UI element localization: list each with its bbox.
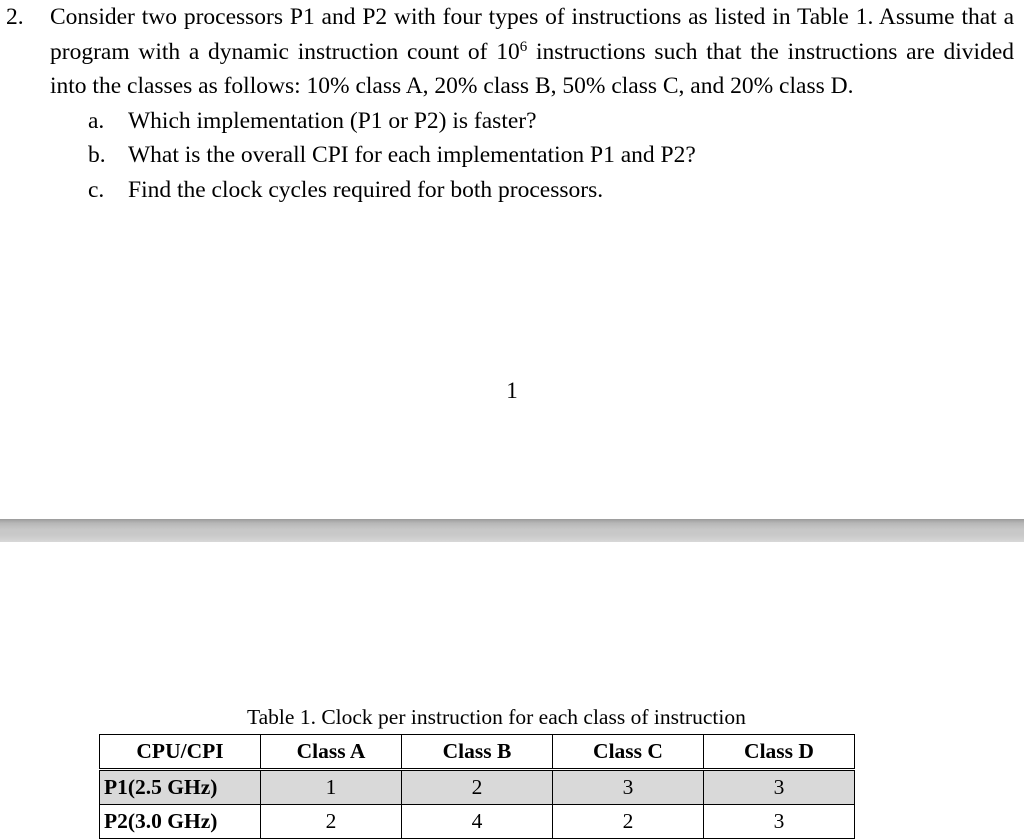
table-cell: 3: [704, 770, 855, 805]
table-cell: 3: [704, 805, 855, 839]
sub-question-letter: a.: [88, 107, 105, 134]
table-header-cell: Class A: [261, 735, 402, 770]
question-text-before-exponent: Consider two processors P1 and P2 with four types of instructions as listed in Table 1. Assume that a program with a dynamic instruction count of 10: [50, 4, 1014, 65]
table-header-row: [100, 735, 855, 770]
table-header-cell: Class B: [402, 735, 553, 770]
sub-question-letter: c.: [88, 176, 105, 203]
table-row: [100, 770, 855, 805]
sub-question-text: Which implementation (P1 or P2) is faster?: [128, 107, 537, 134]
question-text: [50, 0, 1014, 104]
sub-question-list: [0, 104, 1014, 208]
sub-question-b: [0, 138, 1014, 173]
sub-question-letter: b.: [88, 142, 106, 168]
table-cell: 1: [261, 770, 402, 805]
question-exponent: 6: [519, 38, 528, 55]
cpi-table: [99, 734, 855, 839]
row-label: P1(2.5 GHz): [100, 770, 261, 805]
sub-question-text: Find the clock cycles required for both processors.: [128, 176, 604, 203]
page-number: 1: [506, 378, 518, 403]
table-cell: 2: [261, 805, 402, 839]
row-label: P2(3.0 GHz): [100, 805, 261, 839]
question-text-after-exponent: instructions such that the instructions are divided into the classes as follows: 10% class A, 20% class B, 50% class C, and 20% class D.: [50, 38, 1015, 99]
table-header-cell: Class D: [704, 735, 855, 770]
table-cell: 2: [553, 805, 704, 839]
sub-question-c: [0, 173, 1014, 208]
table-header-cell: CPU/CPI: [100, 735, 261, 770]
question-block: [0, 0, 1014, 207]
sub-question-a: [0, 104, 1014, 139]
table-header-cell: Class C: [553, 735, 704, 770]
table-cell: 2: [402, 770, 553, 805]
table-cell: 3: [553, 770, 704, 805]
table-cell: 4: [402, 805, 553, 839]
question-number: 2.: [6, 4, 24, 30]
table-caption: Table 1. Clock per instruction for each class of instruction: [247, 705, 746, 729]
sub-question-text: What is the overall CPI for each implementation P1 and P2?: [128, 142, 696, 168]
table-row: [100, 805, 855, 839]
page-break-divider: [0, 519, 1024, 542]
